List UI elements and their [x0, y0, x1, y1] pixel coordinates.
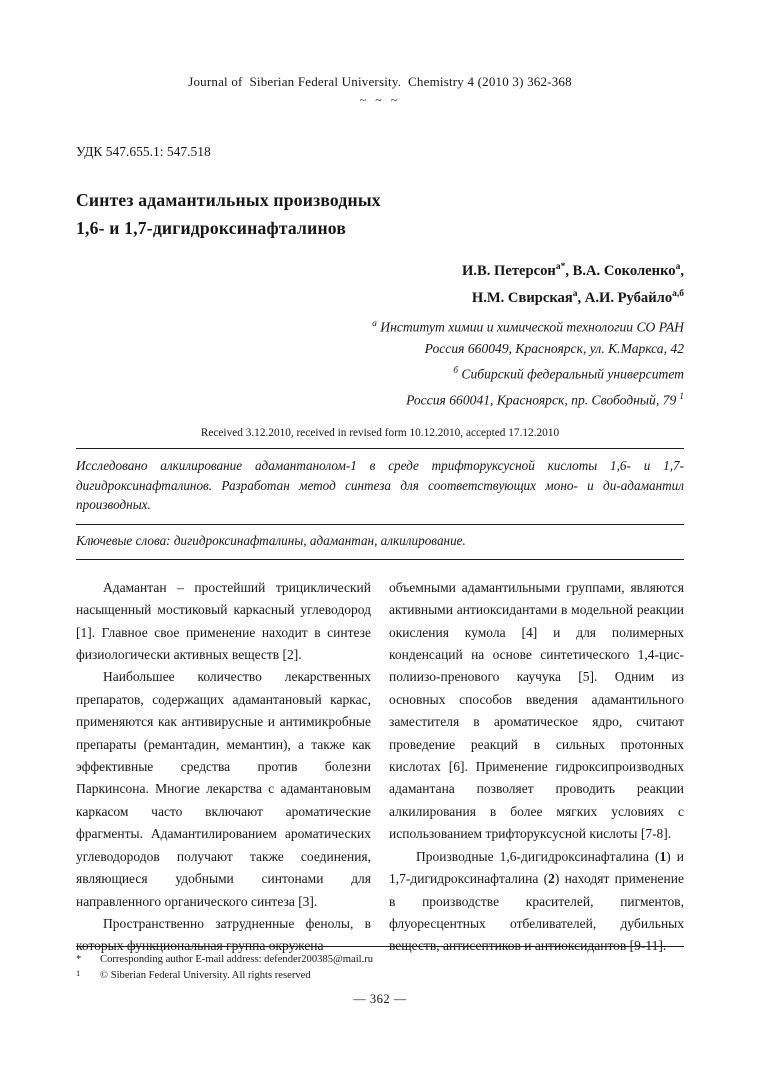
paragraph-text: Адамантан – простейший трициклический насыщенный мостиковый каркасный углеводород [1]. Главное свое применение находит в синтезе физиологически активных веществ [2]. — [76, 579, 371, 663]
author-name: , В.А. Соколенко — [565, 262, 676, 279]
affiliation-marker: а — [372, 318, 377, 329]
compound-number: 1 — [659, 848, 667, 864]
divider-rule-middle — [76, 524, 684, 525]
paragraph-text: Пространственно затрудненные фенолы, в которых функциональная группа окружена — [76, 915, 371, 954]
article-title-line-1: Синтез адамантильных производных — [76, 190, 381, 210]
footnote-area — [76, 946, 684, 1007]
page-number: — 362 — — [353, 992, 407, 1006]
author-name: , А.И. Рубайло — [577, 289, 673, 306]
footnote-corresponding-author — [76, 952, 684, 968]
paragraph-text: ) и 1,7-дигидроксинафталина ( — [389, 848, 684, 887]
affiliation-line — [76, 360, 684, 386]
authors-line-comma: , — [680, 262, 684, 279]
article-title-line-2: 1,6- и 1,7-дигидроксинафталинов — [76, 218, 347, 238]
author-affiliation-marker: а,б — [672, 288, 684, 299]
footnote-text: © Siberian Federal University. All rights reserved — [100, 969, 311, 981]
footnote-separator-rule — [76, 946, 684, 947]
authors-line-1 — [76, 256, 684, 283]
author-name: Н.М. Свирская — [471, 289, 573, 306]
affiliation-address-line — [76, 386, 684, 412]
ornament-tildes: ~ ~ ~ — [359, 93, 401, 107]
article-title — [76, 186, 684, 242]
author-affiliation-marker: а — [675, 262, 681, 272]
body-paragraph — [76, 577, 371, 667]
udc-code: УДК 547.655.1: 547.518 — [76, 144, 211, 159]
divider-rule-top — [76, 448, 684, 449]
affiliation-text: Институт химии и химической технологии СО РАН — [376, 319, 684, 335]
keywords-line: Ключевые слова: дигидроксинафталины, адамантан, алкилирование. — [76, 532, 466, 548]
body-column-left — [76, 577, 371, 958]
body-paragraph — [389, 577, 684, 846]
affiliation-address-line — [76, 338, 684, 360]
affiliation-line — [76, 313, 684, 339]
received-dates-line: Received 3.12.2010, received in revised form 10.12.2010, accepted 17.12.2010 — [200, 427, 560, 440]
body-columns — [76, 577, 684, 958]
author-affiliation-marker: а* — [555, 262, 566, 272]
affiliations-block — [76, 313, 684, 412]
authors-line-2 — [76, 283, 684, 310]
abstract-text: Исследовано алкилирование адамантанолом-1 в среде трифторуксусной кислоты 1,6- и 1,7-дигидроксинафталинов. Разработан метод синтеза для соответствующих моно- и ди-адамантил производных. — [76, 458, 684, 513]
footnote-reference-marker: 1 — [679, 391, 684, 402]
footnote-marker-asterisk: * — [76, 954, 82, 965]
affiliation-text: Сибирский федеральный университет — [458, 366, 684, 382]
footnote-text: Corresponding author E-mail address: defender200385@mail.ru — [100, 954, 374, 965]
compound-number: 2 — [548, 871, 555, 887]
author-affiliation-marker: а — [572, 288, 578, 299]
affiliation-text: Россия 660041, Красноярск, пр. Свободный, 79 — [406, 392, 677, 408]
divider-rule-bottom — [76, 559, 684, 560]
paragraph-text: Производные 1,6-дигидроксинафталина ( — [416, 848, 660, 864]
paragraph-text: Наибольшее количество лекарственных препаратов, содержащих адамантановый каркас, применяются как антивирусные и антимикробные препараты (ремантадин, мемантин), а также как эффективные средства против болезни Паркинсона. Многие лекарства с адамантановым каркасом часто включают ароматические фрагменты. Адамантилированием ароматических углеводородов получают также соединения, являющиеся удобными синтонами для направленного органического синтеза [3]. — [76, 669, 371, 909]
authors-block — [76, 256, 684, 310]
affiliation-text: Россия 660049, Красноярск, ул. К.Маркса, 42 — [424, 341, 684, 357]
journal-header-line: Journal of Siberian Federal University. Chemistry 4 (2010 3) 362-368 — [188, 74, 572, 89]
body-paragraph — [76, 666, 371, 912]
affiliation-marker: б — [453, 366, 459, 377]
body-column-right — [389, 577, 684, 958]
footnote-copyright — [76, 968, 684, 984]
body-paragraph — [389, 846, 684, 958]
paragraph-text: объемными адамантильными группами, являются активными антиоксидантами в модельной реакции окисления кумола [4] и для полимерных конденсаций на основе синтетического 1,4-цис-полиизо-пренового каучука [5]. Одним из основных способов введения адамантильного заместителя в ароматическое ядро, считают проведение реакций в сильных протонных кислотах [6]. Применение гидроксипроизводных адамантана позволяет проводить реакции алкилирования в более мягких условиях с использованием трифторуксусной кислоты [7-8]. — [389, 579, 684, 842]
author-name: И.В. Петерсон — [462, 262, 556, 279]
paragraph-text: ) находят применение в производстве красителей, пигментов, флуоресцентных отбеливателей, дубильных веществ, антисептиков и антиоксидантов [9-11]. — [389, 871, 684, 954]
footnote-marker-one: 1 — [76, 967, 81, 978]
